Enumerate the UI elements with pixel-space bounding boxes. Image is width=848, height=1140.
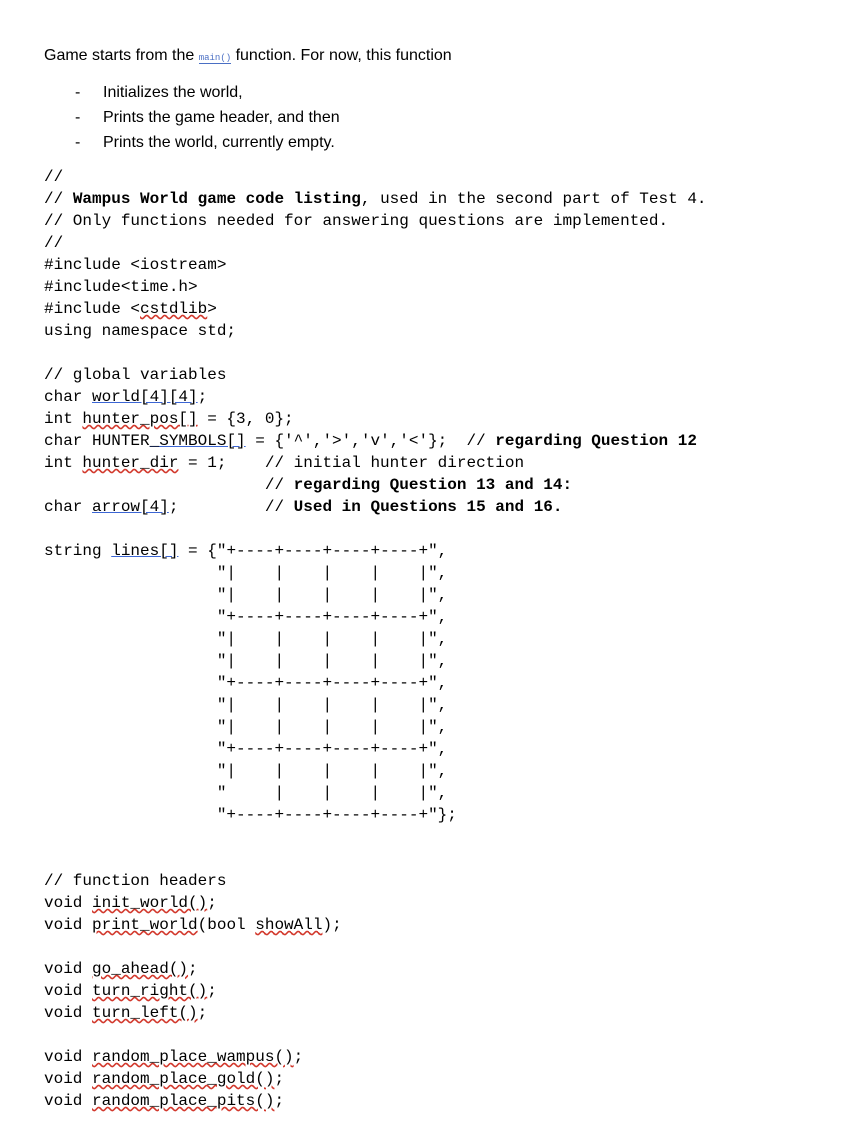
bold-text: Wampus World game code listing <box>72 190 361 208</box>
marked-identifier: world[4][4] <box>92 388 198 406</box>
marked-identifier: cstdlib <box>140 300 208 318</box>
code-line: int hunter_dir = 1; // initial hunter direction <box>44 454 525 472</box>
bullet-dash: - <box>75 84 81 101</box>
code-line: "+----+----+----+----+", <box>44 674 448 692</box>
code-line: "| | | | |", <box>44 652 448 670</box>
bullet-text: Initializes the world, <box>103 84 243 101</box>
code-line: char world[4][4]; <box>44 388 208 406</box>
marked-identifier: hunter_pos[] <box>82 410 198 428</box>
bold-text: regarding Question 13 and 14: <box>293 476 573 494</box>
marked-identifier: arrow[4] <box>92 498 169 516</box>
code-line: string lines[] = {"+----+----+----+----+", <box>44 542 448 560</box>
main-function-reference: main() <box>198 53 232 63</box>
code-line: char arrow[4]; // Used in Questions 15 and 16. <box>44 498 563 516</box>
code-line: using namespace std; <box>44 322 237 340</box>
marked-identifier: init_world() <box>92 894 208 912</box>
bullet-dash: - <box>75 109 81 126</box>
code-line: #include<time.h> <box>44 278 198 296</box>
marked-identifier: random_place_gold() <box>92 1070 275 1088</box>
code-line: void go_ahead(); <box>44 960 198 978</box>
bullet-item <box>44 130 452 155</box>
code-line: // function headers <box>44 872 227 890</box>
code-line: // <box>44 234 64 252</box>
code-line <box>44 826 707 848</box>
code-line <box>44 848 707 870</box>
code-line: // Wampus World game code listing, used in the second part of Test 4. <box>44 190 707 208</box>
marked-identifier: _SYMBOLS[] <box>149 432 246 450</box>
code-line: // global variables <box>44 366 227 384</box>
marked-identifier: turn_left() <box>92 1004 198 1022</box>
code-line: "+----+----+----+----+"}; <box>44 806 457 824</box>
marked-identifier: random_place_pits() <box>92 1092 275 1110</box>
code-line: #include <cstdlib> <box>44 300 217 318</box>
marked-identifier: hunter_dir <box>82 454 179 472</box>
bullet-item <box>44 105 452 130</box>
bold-text: regarding Question 12 <box>495 432 697 450</box>
marked-identifier: random_place_wampus() <box>92 1048 294 1066</box>
code-line: "| | | | |", <box>44 564 448 582</box>
marked-identifier: lines[] <box>111 542 179 560</box>
code-line: int hunter_pos[] = {3, 0}; <box>44 410 294 428</box>
code-line <box>44 1024 707 1046</box>
code-line: void random_place_gold(); <box>44 1070 285 1088</box>
code-listing <box>44 166 707 1112</box>
bullet-text: Prints the world, currently empty. <box>103 134 335 151</box>
bullet-text: Prints the game header, and then <box>103 109 340 126</box>
code-line: void turn_left(); <box>44 1004 208 1022</box>
code-line: void random_place_pits(); <box>44 1092 285 1110</box>
code-line: void turn_right(); <box>44 982 217 1000</box>
marked-identifier: showAll <box>255 916 323 934</box>
bullet-item <box>44 80 452 105</box>
intro-text-before: Game starts from the <box>44 47 199 64</box>
code-line: char HUNTER_SYMBOLS[] = {'^','>','v','<'}; // regarding Question 12 <box>44 432 697 450</box>
code-line: #include <iostream> <box>44 256 227 274</box>
code-line: // Only functions needed for answering questions are implemented. <box>44 212 669 230</box>
intro-text-after: function. For now, this function <box>231 47 452 64</box>
code-line: void init_world(); <box>44 894 217 912</box>
marked-identifier: turn_right() <box>92 982 208 1000</box>
code-line: "| | | | |", <box>44 718 448 736</box>
intro-bullet-list <box>44 80 452 155</box>
code-line: void print_world(bool showAll); <box>44 916 342 934</box>
code-line: "| | | | |", <box>44 762 448 780</box>
bullet-dash: - <box>75 134 81 151</box>
code-line: "| | | | |", <box>44 696 448 714</box>
code-line: "| | | | |", <box>44 630 448 648</box>
code-line: void random_place_wampus(); <box>44 1048 304 1066</box>
code-line <box>44 936 707 958</box>
marked-identifier: print_world <box>92 916 198 934</box>
code-line: " | | | |", <box>44 784 448 802</box>
code-line: // regarding Question 13 and 14: <box>44 476 573 494</box>
bold-text: Used in Questions 15 and 16. <box>293 498 563 516</box>
marked-identifier: go_ahead() <box>92 960 189 978</box>
intro-sentence <box>44 44 452 68</box>
code-line: "+----+----+----+----+", <box>44 608 448 626</box>
code-line: "| | | | |", <box>44 586 448 604</box>
code-line: // <box>44 168 64 186</box>
code-line <box>44 518 707 540</box>
code-line: "+----+----+----+----+", <box>44 740 448 758</box>
code-line <box>44 342 707 364</box>
intro-section <box>44 44 452 155</box>
